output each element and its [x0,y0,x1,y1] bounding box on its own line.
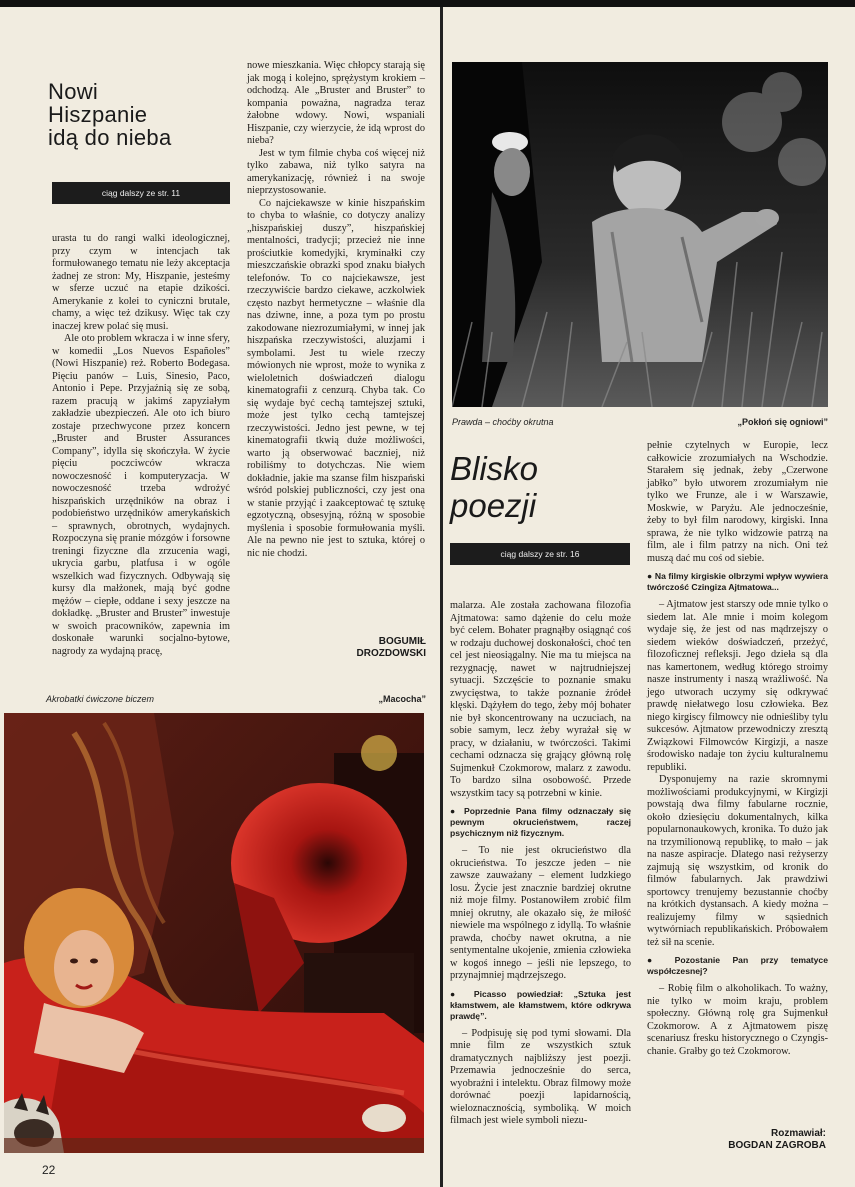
interview-question: ● Pozostanie Pan przy tematyce współczesnej? [647,955,828,977]
left-article-column-1 [52,233,230,658]
paragraph: pełnie czytelnych w Europie, lecz całkowicie zrozumiałych na Wschodzie. Starałem się jednak, żeby „Czerwone jabłko” było utworem zrozumiałym nie tylko we Frunze, ale i w Warszawie, Moskwie, w Paryżu. Ale jednocześnie, żeby to był film narodowy, kirgiski. Inna sprawa, że nie tylko widzowie patrzą na film, ale i film patrzy na nich. Oni też muszą dać mu coś od siebie. [647,440,828,564]
caption-text: Akrobatki ćwiczone biczem [46,694,155,704]
page-gutter [440,7,443,1187]
photo-macocha [4,713,424,1153]
right-article-title [450,450,538,524]
paragraph: Co najciekawsze w kinie hiszpańskim to chyba to właśnie, co dotyczy analizy „hiszpańskiej duszy”, hiszpańskiej mentalności, tradycji; przecież nie inne prościutkie komedyjki, kryminałki czy mieszczańskie obrazki spod znaku białych telefonów. To co najciekawsze, jest rzeczywiście bardzo ciekawe, aczkolwiek często nazbyt hermetyczne – właśnie dla nas dziwne, inne, a poza tym po prostu zakodowane niezrozumiałymi, w innej jak hiszpańska rzeczywistości, aluzjami i symbolami. Jest tu wiele rzeczy mówionych nie wprost, może to wynika z wieloletnich doświadczeń dialogu kinematografii z cenzurą. Chyba tak. Co się wydaje być cechą tamtejszej sztuki, może jest tylko cechą tamtejszej rzeczywistości. Jedno jest pewne, w tej kinematografii tkwią duże możliwości, warto ją obserwować baczniej, niż robiliśmy to dotychczas. Nie wiem dokładnie, jakie ma szanse film hiszpański wśród polskiej publiczności, czy jest ona w stanie przyjąć i zaakceptować tę sztukę egzotyczną, obsesyjną, różną w sposobie myślenia i sposobie formułowania myśli. Ale na pewno nie jest to sztuka, której o nic nie chodzi. [247,197,425,559]
right-article-column-1 [450,600,631,1128]
continued-bar-right: ciąg dalszy ze str. 16 [450,543,630,565]
title-line: Nowi [48,79,99,104]
photo-illustration [4,713,424,1153]
interview-question: ● Na filmy kirgiskie olbrzymi wpływ wywiera twórczość Czingiza Ajtmatowa... [647,571,828,593]
left-article-title [48,80,171,149]
paragraph: Jest w tym filmie chyba coś więcej niż tylko zabawa, niż tylko satyra na amerykanizację, również i na swoje nieprzystosowanie. [247,147,425,196]
author-signature-right [680,1128,826,1152]
interview-question: ● Poprzednie Pana filmy odznaczały się pewnym okrucieństwem, raczej psychicznym niż fizycznym. [450,806,631,839]
paragraph: – Ajtmatow jest starszy ode mnie tylko o siedem lat. Ale mnie i moim kolegom wydaje się, że jest od nas mądrzejszy o siedem wieków doświadczeń, przeżyć, filozoficznej refleksji. Jego dzieła są dla nas kamertonem, według którego stroimy nasze instrumenty i naszą wrażliwość. Na jego utworach uczymy się odkrywać prawdę niełatwego losu człowieka. Bez niego kirgiscy filmowcy nie odnieśliby tylu sukcesów. Ajtmatow przewodniczy zresztą Związkowi Filmowców Kirgizji, a nasze środowisko nadaje ton życiu kulturalnemu republiki. [647,599,828,773]
signature-line: DROZDOWSKI [356,648,426,659]
photo-poklon-sie-ogniowi [452,62,828,407]
paragraph: – Podpisuję się pod tymi słowami. Dla mnie film ze wszystkich sztuk dramatycznych najbliższy jest poezji. Przemawia jednocześnie do serca, wyobraźni i intelektu. Obraz filmowy może dorównać poezji lapidarnością, wieloznacznością, symboliką. W moich filmach jest wiele symboli niezu- [450,1027,631,1126]
title-line: idą do nieba [48,125,172,150]
continued-bar-left: ciąg dalszy ze str. 11 [52,182,230,204]
photo-caption-prawda [452,417,554,427]
paragraph: nowe mieszkania. Więc chłopcy starają się jak mogą i kolejno, sprężystym krokiem – odchodzą. Ale „Bruster and Bruster” to kompania poważna, nagradza teraz żałobne wdowy. Nowi, wspaniali Hiszpanie, czy wierzycie, że idą wprost do nieba? [247,60,425,146]
title-line: poezji [450,487,537,524]
left-article-column-2 [247,60,425,560]
title-line: Blisko [450,450,539,487]
paragraph: – Robię film o alkoholikach. To ważny, nie tylko w moim kraju, problem społeczny. Główną rolę gra Sujmenkuł Czokmorow. A z Ajtmatowem piszę scenariusz fresku historycznego o Czyngis-chanie. Grałby go też Czokmorow. [647,983,828,1057]
author-signature-left [300,636,426,660]
paragraph: – To nie jest okrucieństwo dla okrucieństwa. To jeszcze jeden – nie zawsze zauważany – element ludzkiego losu. Życie jest znacznie bardziej okrutne niż moje filmy. Postanowiłem zrobić film mniej okrutny, ale okazało się, że miłość niewiele ma wspólnego z idyllą. To właśnie prawda, choćby nawet okrutna, a nie sentymentalne ukojenie, zmienia człowieka w kogoś innego – jeśli nie lepszego, to przynajmniej mądrzejszego. [450,845,631,981]
signature-line: Rozmawiał: [770,1128,826,1139]
signature-line: BOGUMIŁ [378,636,426,647]
photo-caption-left [46,694,154,704]
right-article-column-2 [647,440,828,1058]
photo-illustration [452,62,828,407]
signature-line: BOGDAN ZAGROBA [728,1140,826,1151]
photo-caption-right: „Macocha” [378,694,426,704]
title-line: Hiszpanie [48,102,148,127]
paragraph: Dysponujemy na razie skromnymi możliwościami produkcyjnymi, w Kirgizji powstają dwa filmy fabularne rocznie, około dziesięciu dokumentalnych, kilka popularnonaukowych, kronika. To dużo jak na trzymilionową republikę, to mało – jak na nasze aspiracje. Dlatego nasi reżyserzy zajmują się wszystkim, od kronik do filmów fabularnych. Jak prawdziwi sportowcy trenujemy bezustannie choćby na krótkich dystansach. A kiedy można – realizujemy filmy w sąsiednich wytwórniach republikańskich. Próbowałem też sił na scenie. [647,774,828,948]
paragraph: malarza. Ale została zachowana filozofia Ajtmatowa: samo dążenie do celu może być celem. Bohater pragnąłby osiągnąć coś w rodzaju duchowej doskonałości, choć ten cel jest nieosiągalny. Nie ma tu miejsca na rezygnację, nawet w najtrudniejszej sytuacji. Szczęście to poznanie smaku zwycięstwa, to także poznanie źródeł klęski. Dążyłem do tego, żeby mój bohater nie był skoncentrowany na uczuciach, na sobie samym, lecz żeby wyrażał się w pracy, w działaniu, w twórczości. Takimi cechami odznacza się grający główną rolę Sujmenkuł Czokmorow, malarz z zawodu. To bardzo silna osobowość. Przede wszystkim tacy są potrzebni w kinie. [450,600,631,799]
page-number: 22 [42,1163,56,1177]
top-border [0,0,855,7]
caption-text: Prawda – choćby okrutna [452,417,554,427]
photo-caption-poklon: „Pokłoń się ogniowi” [737,417,828,427]
paragraph: urasta tu do rangi walki ideologicznej, przy czym w intencjach tak formułowanego tematu nie leży akceptacja żadnej ze stron: My, Hiszpanie, jesteśmy w sferze uczuć na etapie dzikości. Amerykanie z kolei to cyniczni brutale, chamy, a więc też dzikusy. Więc tak czy inaczej krew polać się musi. [52,233,230,332]
interview-question: ● Picasso powiedział: „Sztuka jest kłamstwem, ale kłamstwem, które odkrywa prawdę”. [450,989,631,1022]
paragraph: Ale oto problem wkracza i w inne sfery, w komedii „Los Nuevos Españoles” (Nowi Hiszpanie) reż. Roberto Bodegasa. Pięciu panów – Luis, Sinesio, Paco, Antonio i Pepe. Przyjaźnią się ze sobą, razem pracują w jakimś zapyziałym zakładzie ubezpieczeń. Ale oto ich biuro zostaje przechwycone przez koncern „Bruster and Bruster Assurances Company”, idylla się skończyła. W życie pięciu poczciwców wkracza nowoczesność i komputeryzacja. W nowoczesność trzeba wdrożyć hiszpańskich urzędników na obraz i podobieństwo urzędników amerykańskich – sprawnych, obrotnych, wydajnych. Rozpoczyna się pranie mózgów i forsowne treningi fizyczne dla zrzucenia wagi, ukrycia garbu, platfusa i w ogóle wszelkich wad fizycznych. Odbywają się kursy dla małżonek, mają być godne mężów – ciepłe, oddane i sexy jeszcze na dokładkę. „Bruster and Bruster” inwestuje w swoich pracowników, zapewnia im doskonałe warunki socjalno-bytowe, nagrody za wydajną pracę, [52,333,230,657]
